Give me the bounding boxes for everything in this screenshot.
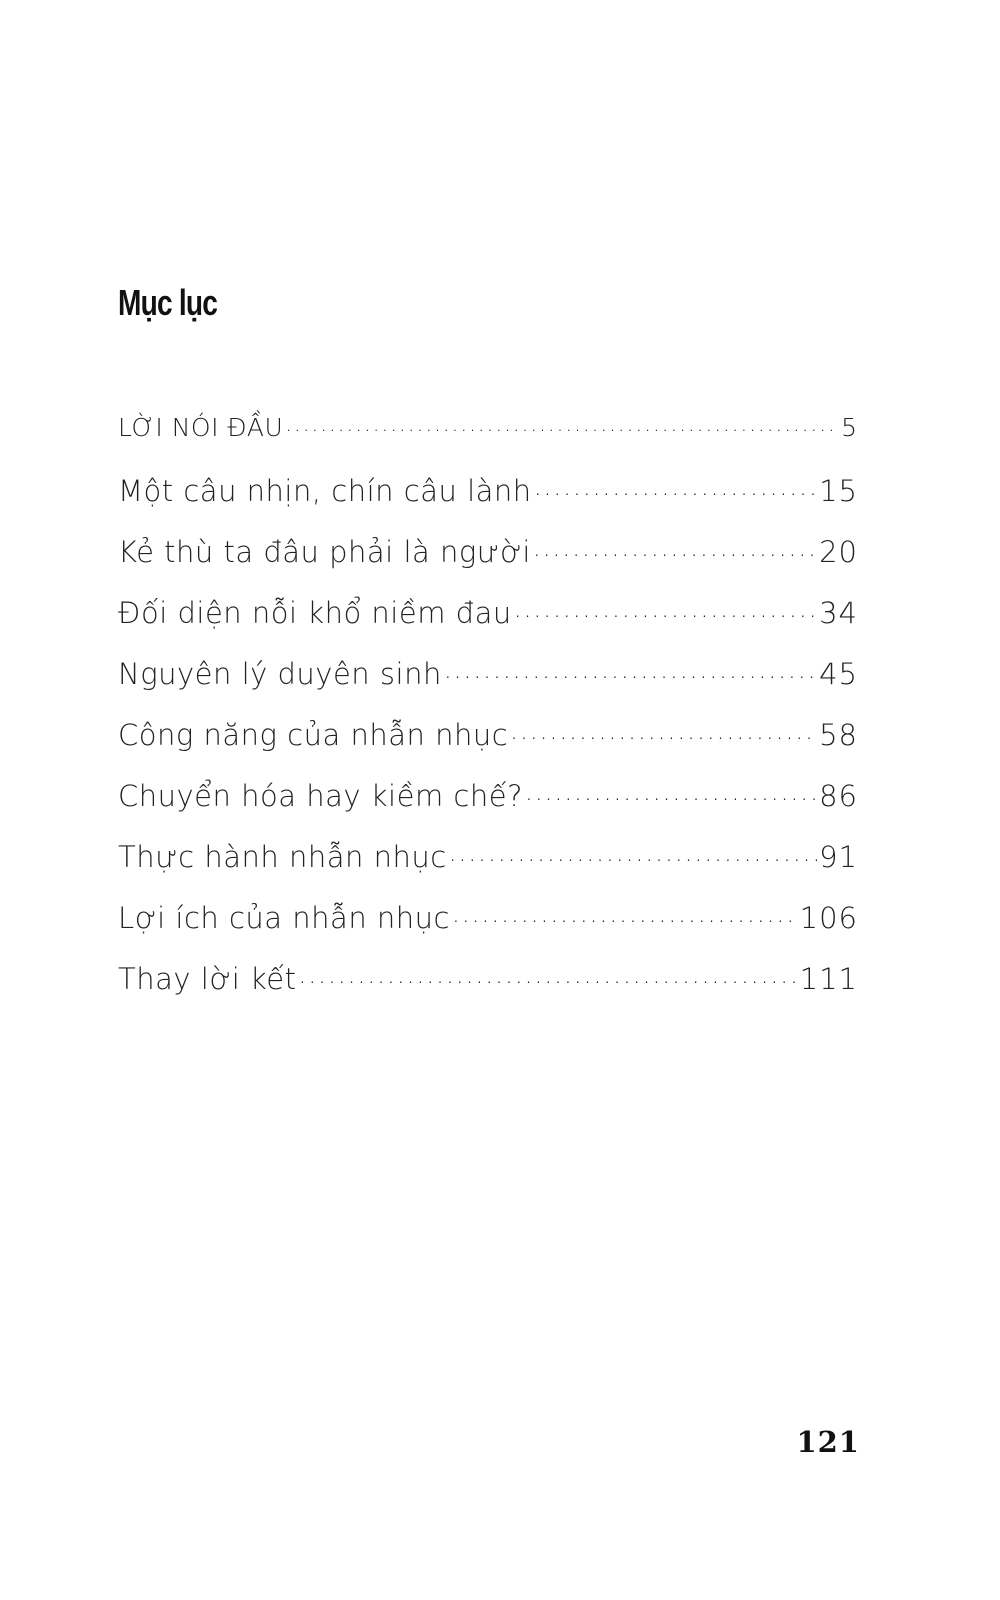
toc-entry (118, 838, 858, 899)
toc-heading: Mục lục (118, 282, 218, 323)
toc-entry-title: Thay lời kết (118, 962, 297, 996)
toc-entry-title: LỜI NÓI ĐẦU (118, 413, 284, 442)
toc-entry-title: Lợi ích của nhẫn nhục (118, 901, 451, 935)
toc-entry-title: Thực hành nhẫn nhục (118, 840, 447, 874)
toc-entry (118, 533, 858, 594)
toc-entry-title: Chuyển hóa hay kiềm chế? (118, 779, 523, 813)
toc-entry-page: 111 (799, 962, 858, 996)
toc-entry-page: 34 (819, 596, 858, 630)
table-of-contents (118, 411, 858, 1021)
toc-entry (118, 655, 858, 716)
toc-entry-page: 20 (819, 535, 858, 569)
toc-entry-title: Công năng của nhẫn nhục (118, 718, 509, 752)
toc-entry-page: 5 (841, 413, 858, 442)
dot-leader (444, 655, 817, 684)
dot-leader (525, 777, 817, 806)
toc-entry (118, 960, 858, 1021)
toc-entry-page: 106 (799, 901, 858, 935)
dot-leader (449, 838, 817, 867)
toc-entry (118, 777, 858, 838)
toc-entry (118, 716, 858, 777)
toc-entry (118, 411, 858, 472)
page-number: 121 (796, 1425, 860, 1459)
dot-leader (299, 960, 798, 989)
toc-entry (118, 472, 858, 533)
toc-entry-title: Kẻ thù ta đâu phải là người (118, 535, 531, 569)
dot-leader (533, 533, 817, 562)
toc-entry-page: 91 (819, 840, 858, 874)
toc-entry-title: Nguyên lý duyên sinh (118, 657, 442, 691)
toc-entry-page: 15 (819, 474, 858, 508)
dot-leader (514, 594, 817, 623)
dot-leader (285, 411, 839, 436)
dot-leader (534, 472, 817, 501)
toc-entry-title: Một câu nhịn, chín câu lành (118, 474, 532, 508)
toc-entry-page: 45 (819, 657, 858, 691)
toc-entry (118, 899, 858, 960)
toc-entry (118, 594, 858, 655)
dot-leader (510, 716, 817, 745)
toc-entry-page: 58 (819, 718, 858, 752)
dot-leader (452, 899, 798, 928)
toc-entry-page: 86 (819, 779, 858, 813)
toc-entry-title: Đối diện nỗi khổ niềm đau (118, 596, 512, 630)
